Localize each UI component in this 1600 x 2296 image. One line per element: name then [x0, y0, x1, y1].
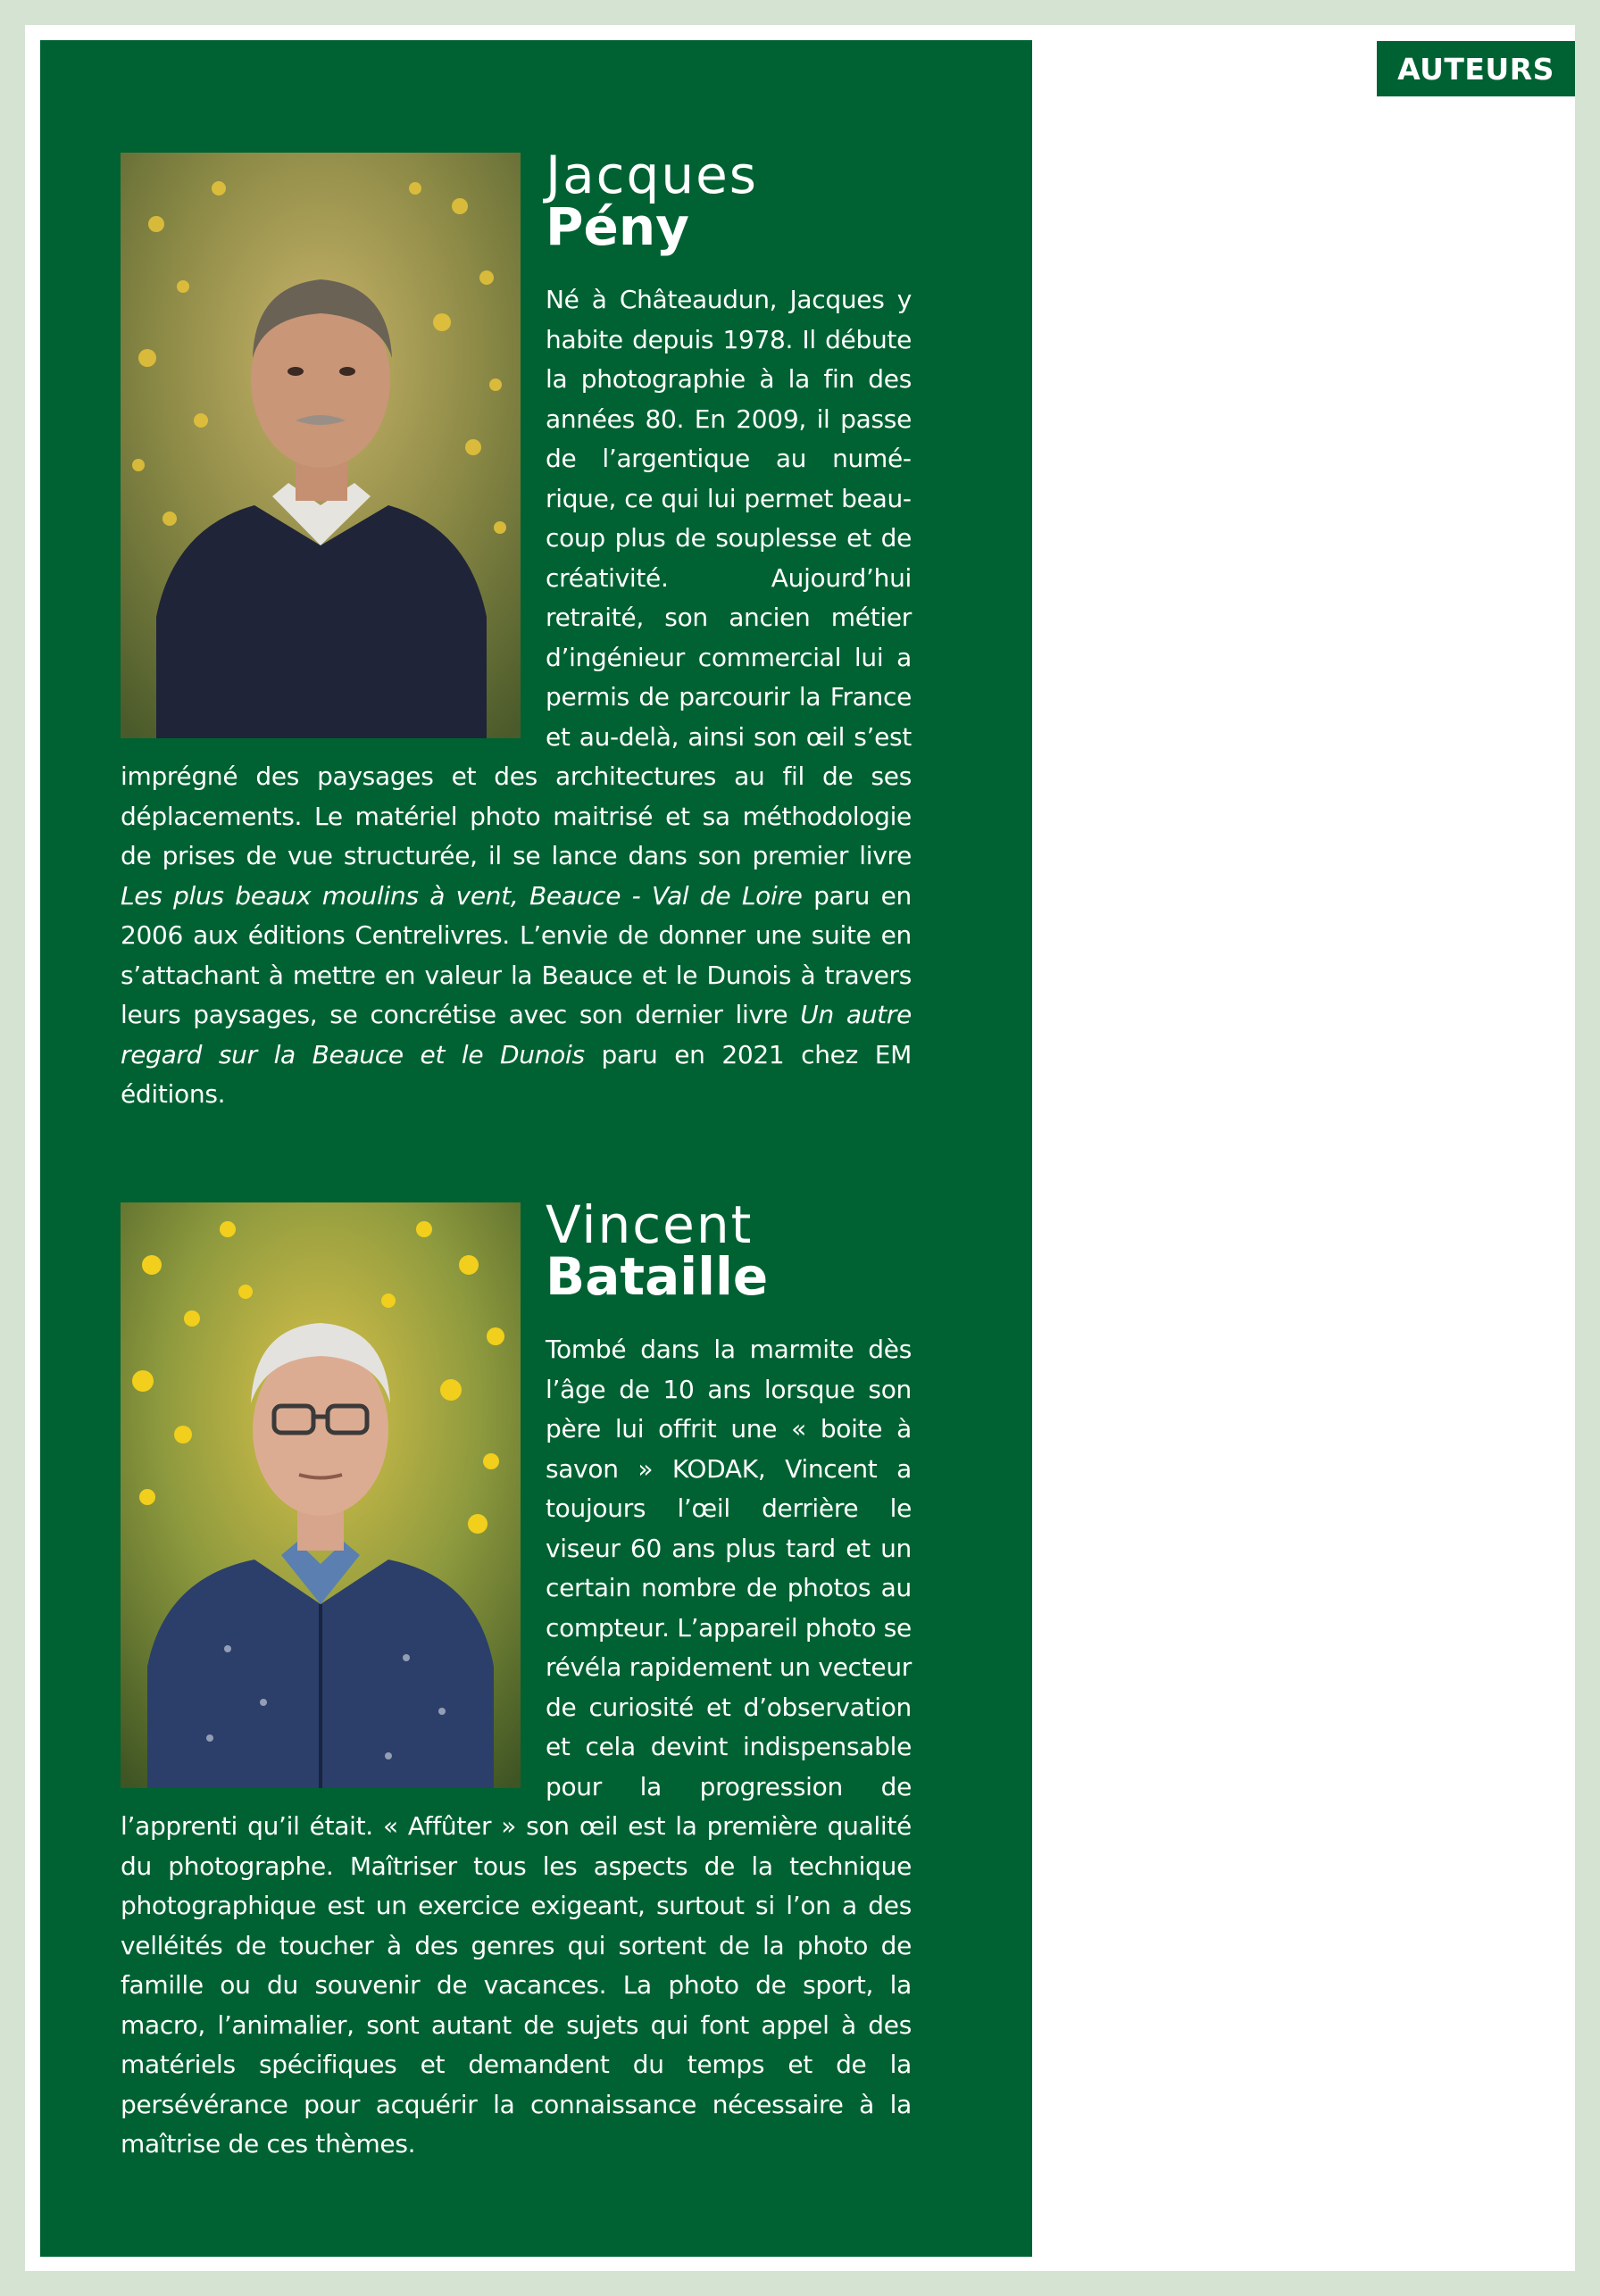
- portrait-photo-vincent-bataille: [121, 1202, 521, 1788]
- book-title: Un autre regard sur la Beauce et le Dunois: [121, 1000, 912, 1069]
- bio-text: paru en 2006 aux éditions Centrelivres. L’envie de donner une suite en s’attachant à mettre en valeur la Beauce et le Dunois à travers leurs paysages, se concrétise avec son dernier livre: [121, 880, 912, 1029]
- author-card-vincent-bataille: [121, 1194, 912, 2165]
- author-last-name: Bataille: [546, 1246, 769, 1307]
- author-last-name: Pény: [546, 196, 689, 257]
- author-card-jacques-peny: [121, 145, 912, 1115]
- book-title: Les plus beaux moulins à vent, Beauce - Val de Loire: [121, 880, 803, 911]
- author-first-name: Vincent: [546, 1194, 754, 1255]
- portrait-photo-jacques-peny: [121, 153, 521, 738]
- portrait-vincent-image: [121, 1202, 521, 1788]
- section-tag: AUTEURS: [1377, 41, 1575, 96]
- author-bio: Tombé dans la marmite dès l’âge de 10 ans lorsque son père lui offrit une « boite à savon » KODAK, Vincent a toujours l’œil derrière le viseur 60 ans plus tard et un certain nombre de photos au compteur. L’appareil photo se révéla rapidement un vecteur de curiosité et d’observation et cela devint indispensable pour la progression de l’apprenti qu’il était. « Affûter » son œil est la première qualité du photographe. Maîtriser tous les aspects de la technique photographique est un exercice exigeant, surtout si l’on a des velléités de toucher à des genres qui sortent de la photo de famille ou du souvenir de vacances. La photo de sport, la macro, l’animalier, sont autant de sujets qui font appel à des matériels spécifiques et demandent du temps et de la persévérance pour acquérir la connaissance nécessaire à la maîtrise de ces thèmes.: [121, 1335, 912, 2159]
- bio-text: Né à Châteaudun, Jacques y habite depuis 1978. Il débute la photographie à la fin des années 80. En 2009, il passe de l’argentique au numérique, ce qui lui permet beaucoup plus de souplesse et de créativité. Aujourd’hui retraité, son ancien métier d’ingénieur commercial lui a permis de parcourir la France et au-delà, ainsi son œil s’est imprégné des paysages et des architectures au fil de ses déplacements. Le matériel photo maitrisé et sa méthodologie de prises de vue structurée, il se lance dans son premier livre: [121, 285, 912, 870]
- bio-text: paru en 2021 chez EM éditions.: [121, 1039, 912, 1109]
- portrait-jacques-image: [121, 153, 521, 738]
- author-first-name: Jacques: [546, 145, 759, 205]
